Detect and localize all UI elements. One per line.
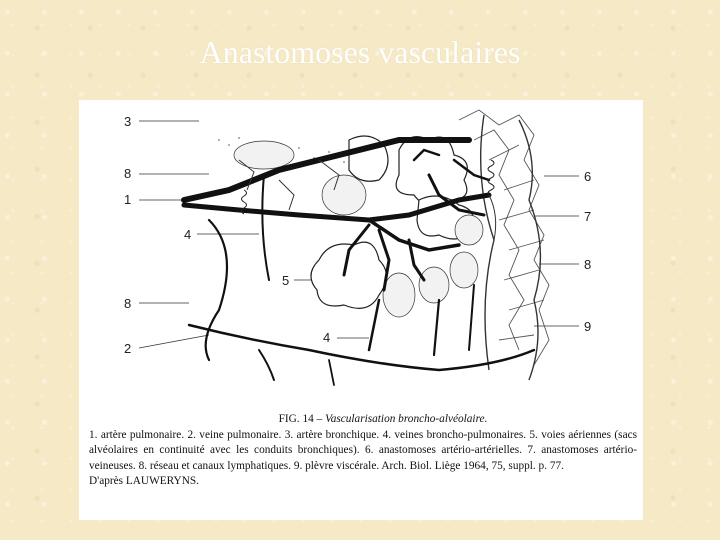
label-4: 4 <box>184 227 192 242</box>
label-8: 8 <box>124 166 132 181</box>
label-9: 9 <box>584 319 592 334</box>
label-4b: 4 <box>323 330 331 345</box>
label-6: 6 <box>584 169 592 184</box>
label-8b: 8 <box>124 296 132 311</box>
figure-number: FIG. 14 <box>278 413 314 425</box>
figure-title: – Vascularisation broncho-alvéolaire. <box>316 413 488 425</box>
label-1: 1 <box>124 192 132 207</box>
slide-title: Anastomoses vasculaires <box>199 34 521 70</box>
caption-body: 1. artère pulmonaire. 2. veine pulmonaire. 3. artère bronchique. 4. veines broncho-pulmonaires. 5. voies aériennes (sacs alvéolaires en continuité avec les conduits bronchiques). 6. anastomoses artério-artérielles. 7. anastomoses artério-veineuses. 8. réseau et canaux lymphatiques. 9. plèvre viscérale. Arch. Biol. Liège 1964, 75, suppl. p. 77. <box>89 428 637 472</box>
lung-vascular-diagram <box>79 100 643 410</box>
label-7: 7 <box>584 209 592 224</box>
caption-credit: D'après LAUWERYNS. <box>89 475 199 487</box>
label-2: 2 <box>124 341 132 356</box>
label-8c: 8 <box>584 257 592 272</box>
figure-panel <box>79 100 643 520</box>
label-3: 3 <box>124 114 132 129</box>
figure-caption <box>89 412 637 490</box>
label-5: 5 <box>282 273 290 288</box>
figure-heading <box>129 412 637 428</box>
